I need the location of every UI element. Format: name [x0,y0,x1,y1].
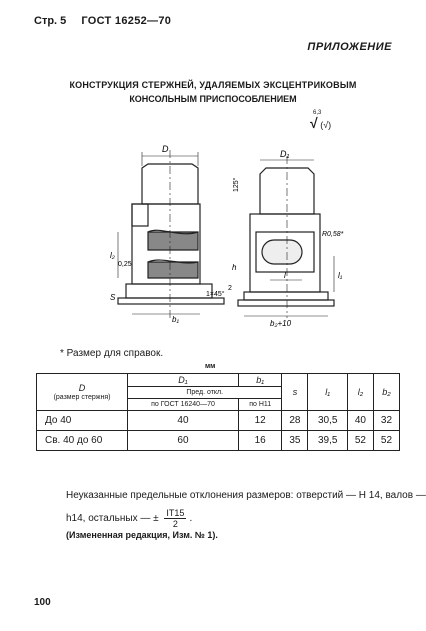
dim-b1: b₁ [172,315,179,324]
th-l2: l₂ [347,374,373,411]
roughness-check-icon: √ [310,115,318,131]
page-number: 100 [34,597,51,608]
dim-D1: D₁ [280,149,290,159]
footnote-line-2: h14, остальных — ± $\frac{IT15}{2}$ . [66,508,193,529]
dim-z: 2 [228,285,232,292]
reference-note: * Размер для справок. [60,348,164,359]
dim-R: R0,58* [322,231,344,238]
appendix-label: ПРИЛОЖЕНИЕ [307,41,392,53]
dim-l1: l₁ [338,271,343,280]
th-b2: b₂ [373,374,399,411]
title-line-1: КОНСТРУКЦИЯ СТЕРЖНЕЙ, УДАЛЯЕМЫХ ЭКСЦЕНТРИКОВЫМ [69,80,357,90]
dimension-table [36,373,400,451]
table-row: Св. 40 до 60 60 16 35 39,5 52 52 [37,431,400,451]
table-row: До 40 40 12 28 30,5 40 32 [37,411,400,431]
th-h11: по H11 [238,399,281,411]
page-label: Стр. 5 [34,15,67,27]
th-D: D₁ [128,374,239,387]
th-b: b₁ [238,374,281,387]
th-l1: l₁ [308,374,347,411]
tolerance-fraction: $\frac{IT15}{2}$ [166,508,185,529]
units-label: мм [205,363,216,370]
gost-number: ГОСТ 16252—70 [81,15,172,27]
amendment-note: (Измененная редакция, Изм. № 1). [66,530,218,540]
right-view [238,156,334,318]
dim-l2: l₂ [110,251,115,260]
th-gost: по ГОСТ 16240—70 [128,399,239,411]
th-tolerance: Пред. откл. [128,387,282,399]
dim-b2: b₂+10 [270,319,292,328]
footnote-line-1: Неуказанные предельные отклонения размеров: отверстий — H 14, валов — [66,490,426,501]
dim-l: l [284,271,286,280]
th-s: s [282,374,308,411]
roughness-value: 6,3 [313,110,322,116]
dim-chamfer: 1×45° [206,291,225,298]
title-line-2: КОНСОЛЬНЫМ ПРИСПОСОБЛЕНИЕМ [129,94,297,104]
th-stem: D (размер стержня) [37,374,128,411]
roughness-paren: (√) [320,120,332,130]
dim-D: D [162,144,169,154]
dim-radius: 0,25 [118,261,132,268]
dim-h: h [232,263,237,272]
dim-top: 125° [233,177,240,192]
dim-S: S [110,293,116,302]
